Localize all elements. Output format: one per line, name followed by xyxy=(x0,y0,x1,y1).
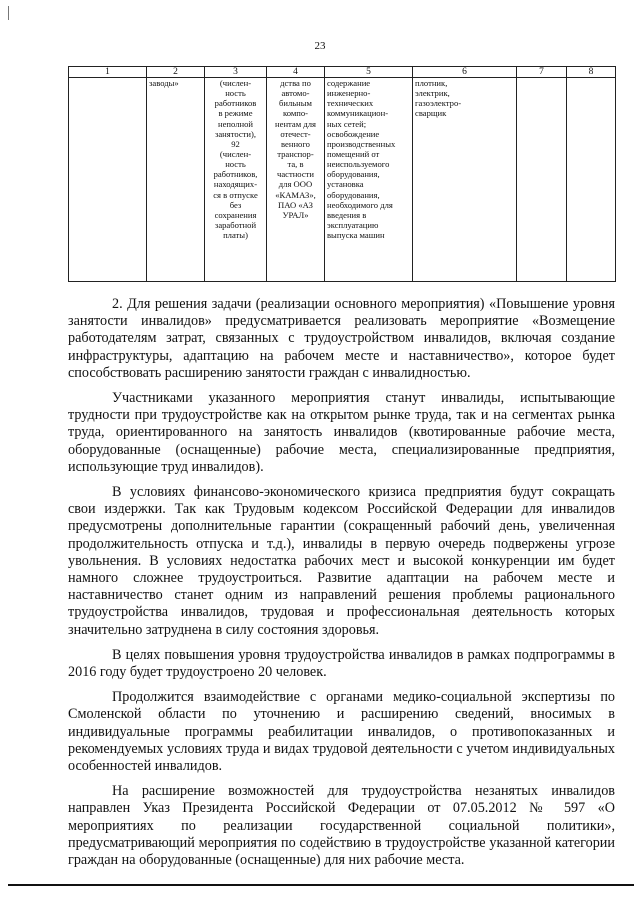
header-cell: 4 xyxy=(267,67,325,78)
table-cell: дства по автомо- бильным компо- нентам для отечест- венного транспор- та, в частности для ООО «КАМАЗ», ПАО «АЗ УРАЛ» xyxy=(267,78,325,282)
data-table xyxy=(68,66,616,282)
table-cell xyxy=(69,78,147,282)
scan-mark xyxy=(8,6,9,20)
header-cell: 7 xyxy=(517,67,567,78)
paragraph: 2. Для решения задачи (реализации основного мероприятия) «Повышение уровня занятости инвалидов» предусматривается реализовать мероприятие «Возмещение работодателям затрат, связанных с трудоустройством инвалидов, включая создание инфраструктуры, адаптацию на рабочем месте и наставничество», которое будет способствовать расширению занятости граждан с инвалидностью. xyxy=(68,296,615,381)
bottom-rule xyxy=(8,884,634,886)
table-cell: (числен- ность работников в режиме неполной занятости), 92 (числен- ность работников, находящих- ся в отпуске без сохранения заработной платы) xyxy=(205,78,267,282)
table-header-row xyxy=(69,67,616,78)
paragraph: В условиях финансово-экономического кризиса предприятия будут сокращать свои издержки. Так как Трудовым кодексом Российской Федерации для инвалидов предусмотрены дополнительные гарантии (сокращенный рабочий день, увеличенная продолжительность отпуска и т.д.), инвалиды в первую очередь подвержены угрозе увольнения. В условиях недостатка рабочих мест и высокой конкуренции им будет намного сложнее трудоустроиться. Развитие адаптации на рабочем месте и наставничество станет одним из направлений решения проблемы рационального трудоустройства инвалидов, трудовая и профессиональная деятельность которых значительно затруднена в силу состояния здоровья. xyxy=(68,484,615,638)
header-cell: 8 xyxy=(567,67,616,78)
table-cell xyxy=(567,78,616,282)
table-cell: заводы» xyxy=(147,78,205,282)
table-cell xyxy=(517,78,567,282)
body-text xyxy=(68,296,615,869)
header-cell: 3 xyxy=(205,67,267,78)
table-cell: содержание инженерно- технических коммуникацион- ных сетей; освобождение производственных помещений от неиспользуемого оборудования, установка оборудования, необходимого для введения в эксплуатацию выпуска машин xyxy=(325,78,413,282)
header-cell: 6 xyxy=(413,67,517,78)
header-cell: 1 xyxy=(69,67,147,78)
paragraph: Участниками указанного мероприятия станут инвалиды, испытывающие трудности при трудоустройстве как на открытом рынке труда, так и на сегментах рынка труда, ориентированного на занятость инвалидов (квотированные рабочие места, оборудованные (оснащенные) рабочие места, специализированные предприятия, использующие труд инвалидов). xyxy=(68,390,615,475)
header-cell: 2 xyxy=(147,67,205,78)
paragraph: Продолжится взаимодействие с органами медико-социальной экспертизы по Смоленской области по уточнению и расширению сведений, вносимых в индивидуальные программы реабилитации инвалидов, о противопоказанных и рекомендуемых условиях труда и видах трудовой деятельности с учетом индивидуальных особенностей инвалидов. xyxy=(68,689,615,775)
table-cell: плотник, электрик, газоэлектро- сварщик xyxy=(413,78,517,282)
header-cell: 5 xyxy=(325,67,413,78)
paragraph: На расширение возможностей для трудоустройства незанятых инвалидов направлен Указ Президента Российской Федерации от 07.05.2012 № 597 «О мероприятиях по реализации государственной социальной политики», предусматривающий мероприятия по содействию в трудоустройстве указанной категории граждан на оборудованные (оснащенные) для них рабочие места. xyxy=(68,783,615,869)
paragraph: В целях повышения уровня трудоустройства инвалидов в рамках подпрограммы в 2016 году будет трудоустроено 20 человек. xyxy=(68,646,615,681)
table-row xyxy=(69,78,616,282)
page-number: 23 xyxy=(314,40,326,52)
